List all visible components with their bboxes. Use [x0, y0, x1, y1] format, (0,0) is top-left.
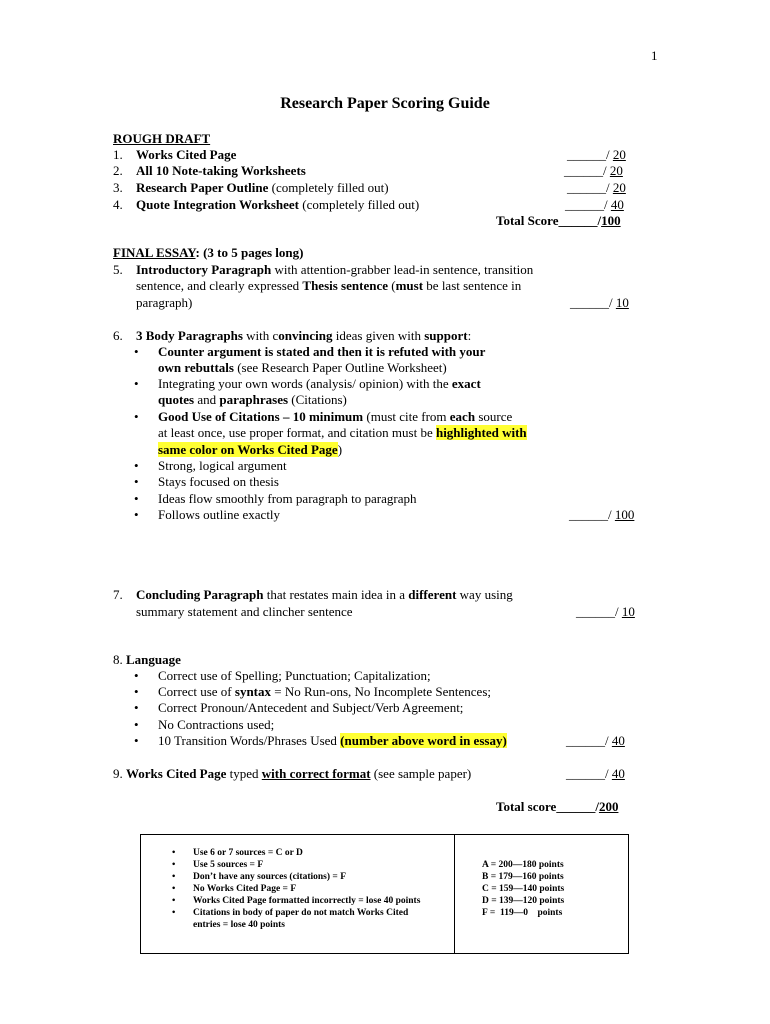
score-blank: ______/ 20 — [564, 163, 623, 178]
item-label: Quote Integration Worksheet (completely filled out) — [136, 197, 420, 212]
penalty-item: Works Cited Page formatted incorrectly = lose 40 points — [193, 896, 421, 906]
bullet-text: own rebuttals (see Research Paper Outline Worksheet) — [158, 360, 447, 375]
score-blank: ______/ 10 — [576, 604, 635, 619]
score-blank: ______/ 20 — [567, 180, 626, 195]
bullet-icon: • — [134, 474, 139, 489]
bullet-icon: • — [172, 884, 176, 894]
item-label: Works Cited Page — [136, 147, 237, 162]
rough-draft-total: Total Score______/100 — [496, 213, 621, 228]
table-divider — [454, 835, 455, 953]
bullet-text: Good Use of Citations – 10 minimum (must cite from each source — [158, 409, 513, 424]
bullet-text: Strong, logical argument — [158, 458, 287, 473]
bullet-text: 10 Transition Words/Phrases Used (number above word in essay) — [158, 733, 507, 748]
concluding-paragraph-line: summary statement and clincher sentence — [136, 604, 353, 619]
bullet-text: Follows outline exactly — [158, 507, 281, 522]
item-number: 7. — [113, 587, 123, 602]
bullet-text: Correct use of syntax = No Run-ons, No Incomplete Sentences; — [158, 684, 491, 699]
item-number: 3. — [113, 180, 123, 195]
bullet-text: Counter argument is stated and then it is refuted with your — [158, 344, 486, 359]
penalty-item: entries = lose 40 points — [193, 920, 285, 930]
bullet-text: Correct Pronoun/Antecedent and Subject/Verb Agreement; — [158, 700, 464, 715]
item-number: 2. — [113, 163, 123, 178]
bullet-icon: • — [172, 860, 176, 870]
grade-row: A = 200—180 points — [482, 860, 564, 870]
body-paragraphs-line: 3 Body Paragraphs with convincing ideas given with support: — [136, 328, 472, 343]
bullet-text: at least once, use proper format, and citation must be highlighted with — [158, 425, 527, 440]
score-blank: ______/ 100 — [569, 507, 635, 522]
penalty-item: Don’t have any sources (citations) = F — [193, 872, 347, 882]
item-number: 4. — [113, 197, 123, 212]
bullet-icon: • — [134, 409, 139, 424]
final-essay-heading: FINAL ESSAY: (3 to 5 pages long) — [113, 245, 304, 260]
item-number: 1. — [113, 147, 123, 162]
penalty-item: Use 5 sources = F — [193, 860, 264, 870]
bullet-icon: • — [134, 700, 139, 715]
final-essay-total: Total score______/200 — [496, 799, 619, 814]
concluding-paragraph-line: Concluding Paragraph that restates main idea in a different way using — [136, 587, 513, 602]
grade-row: F = 119—0 points — [482, 908, 563, 918]
penalty-item: Use 6 or 7 sources = C or D — [193, 848, 303, 858]
score-blank: ______/ 40 — [566, 733, 625, 748]
penalty-item: Citations in body of paper do not match Works Cited — [193, 908, 409, 918]
bullet-icon: • — [134, 733, 139, 748]
score-blank: ______/ 20 — [567, 147, 626, 162]
score-blank: ______/ 40 — [566, 766, 625, 781]
score-blank: ______/ 40 — [565, 197, 624, 212]
page-number: 1 — [651, 48, 658, 63]
score-blank: ______/ 10 — [570, 295, 629, 310]
bullet-icon: • — [134, 717, 139, 732]
bullet-icon: • — [172, 872, 176, 882]
rough-draft-heading: ROUGH DRAFT — [113, 131, 211, 146]
bullet-text: Correct use of Spelling; Punctuation; Capitalization; — [158, 668, 431, 683]
item-label: All 10 Note-taking Worksheets — [136, 163, 306, 178]
intro-paragraph-line: sentence, and clearly expressed Thesis sentence (must be last sentence in — [136, 278, 522, 293]
bullet-text: Ideas flow smoothly from paragraph to paragraph — [158, 491, 417, 506]
bullet-icon: • — [172, 908, 176, 918]
bullet-icon: • — [134, 668, 139, 683]
bullet-icon: • — [172, 896, 176, 906]
grading-table — [140, 834, 629, 954]
bullet-icon: • — [134, 458, 139, 473]
bullet-text: same color on Works Cited Page) — [158, 442, 343, 457]
bullet-icon: • — [134, 684, 139, 699]
intro-paragraph-line: Introductory Paragraph with attention-grabber lead-in sentence, transition — [136, 262, 534, 277]
grade-row: D = 139—120 points — [482, 896, 565, 906]
item-number: 6. — [113, 328, 123, 343]
item-number: 5. — [113, 262, 123, 277]
bullet-icon: • — [172, 848, 176, 858]
grade-row: B = 179—160 points — [482, 872, 564, 882]
bullet-icon: • — [134, 491, 139, 506]
penalty-item: No Works Cited Page = F — [193, 884, 297, 894]
bullet-text: quotes and paraphrases (Citations) — [158, 392, 347, 407]
bullet-icon: • — [134, 507, 139, 522]
bullet-icon: • — [134, 376, 139, 391]
language-heading: 8. Language — [113, 652, 181, 667]
bullet-icon: • — [134, 344, 139, 359]
bullet-text: No Contractions used; — [158, 717, 275, 732]
intro-paragraph-line: paragraph) — [136, 295, 193, 310]
grade-row: C = 159—140 points — [482, 884, 565, 894]
page-title: Research Paper Scoring Guide — [280, 95, 490, 112]
item-label: Research Paper Outline (completely filled out) — [136, 180, 389, 195]
works-cited-line: 9. Works Cited Page typed with correct format (see sample paper) — [113, 766, 472, 781]
bullet-text: Stays focused on thesis — [158, 474, 279, 489]
bullet-text: Integrating your own words (analysis/ opinion) with the exact — [158, 376, 481, 391]
